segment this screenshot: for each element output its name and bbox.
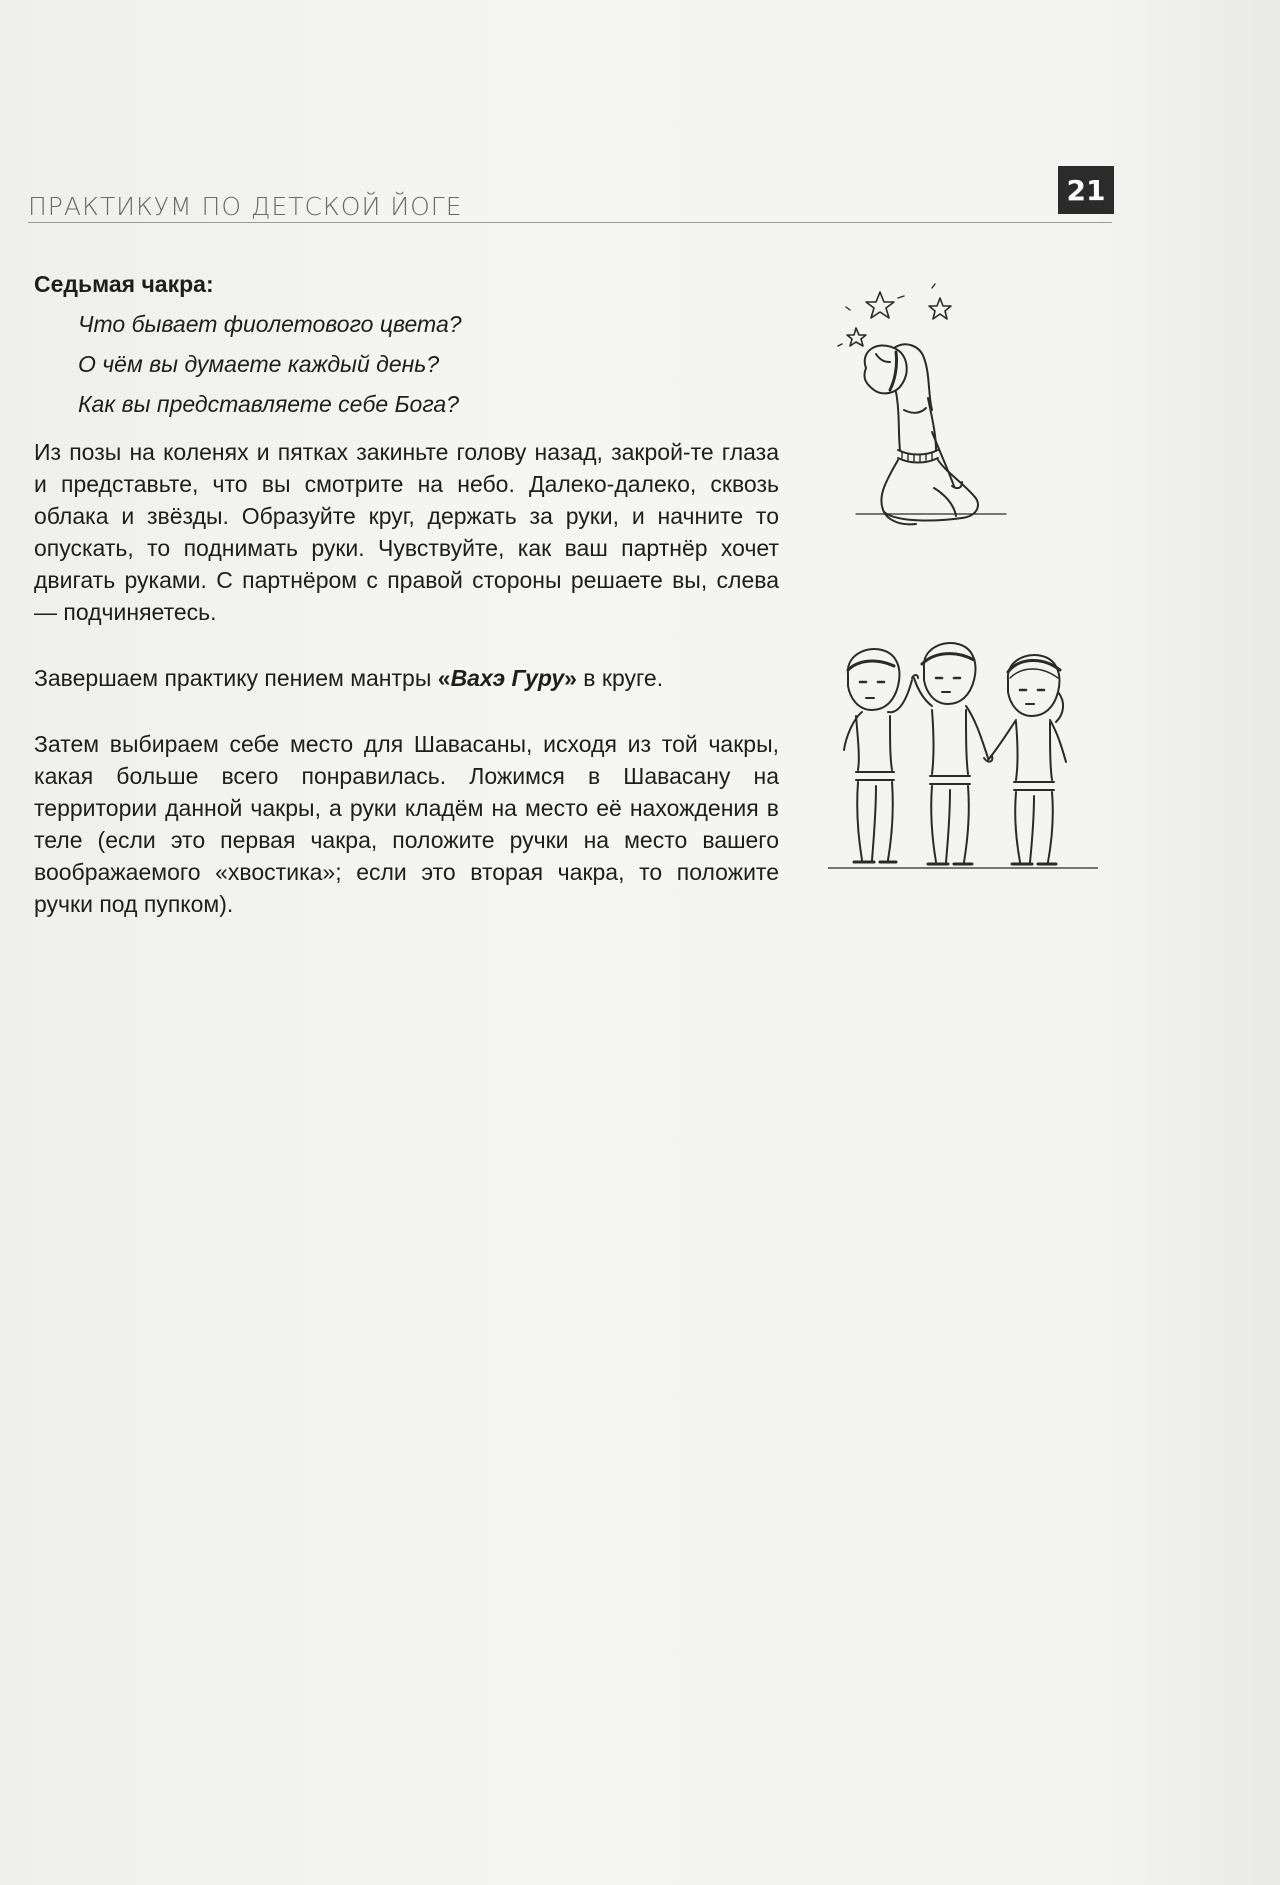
question-2: О чём вы думаете каждый день? bbox=[78, 351, 440, 377]
running-header bbox=[28, 160, 1112, 220]
question-1: Что бывает фиолетового цвета? bbox=[78, 311, 462, 337]
paragraph-shavasana: Затем выбираем себе место для Шавасаны, исходя из той чакры, какая больше всего понравилась. Ложимся в Шавасану на территории данной чакры, а руки кладём на место её нахождения в теле (если это первая чакра, положите ручки на место вашего воображаемого «хвостика»; если это вторая чакра, то положите ручки под пупком). bbox=[34, 731, 779, 917]
paragraph-mantra bbox=[34, 662, 779, 694]
star-icon bbox=[847, 328, 866, 346]
three-children-illustration bbox=[828, 640, 1098, 910]
header-rule bbox=[28, 222, 1112, 223]
quote-close: » bbox=[564, 665, 577, 691]
mantra-text-after: в круге. bbox=[576, 665, 664, 691]
star-icon bbox=[866, 292, 894, 318]
child-left bbox=[844, 649, 912, 862]
mantra-name: Вахэ Гуру bbox=[450, 665, 565, 691]
section-title: Седьмая чакра: bbox=[34, 271, 214, 297]
page-number: 21 bbox=[1058, 166, 1114, 214]
child-middle bbox=[914, 643, 988, 864]
question-3: Как вы представляете себе Бога? bbox=[78, 391, 460, 417]
page-content bbox=[34, 268, 779, 920]
running-header-title: ПРАКТИКУМ ПО ДЕТСКОЙ ЙОГЕ bbox=[28, 192, 463, 221]
star-icon bbox=[929, 298, 951, 319]
child-right bbox=[988, 655, 1066, 864]
mantra-text-before: Завершаем практику пением мантры bbox=[34, 665, 438, 691]
paragraph-pose-instructions: Из позы на коленях и пятках закиньте голову назад, закрой-те глаза и представьте, что вы смотрите на небо. Далеко-далеко, сквозь облака и звёзды. Образуйте круг, держать за руки, и начните то опускать, то поднимать руки. Чувствуйте, как ваш партнёр хочет двигать руками. С партнёром с правой стороны решаете вы, слева — подчиняетесь. bbox=[34, 439, 779, 625]
kneeling-child-illustration bbox=[836, 282, 1036, 542]
quote-open: « bbox=[437, 665, 451, 691]
